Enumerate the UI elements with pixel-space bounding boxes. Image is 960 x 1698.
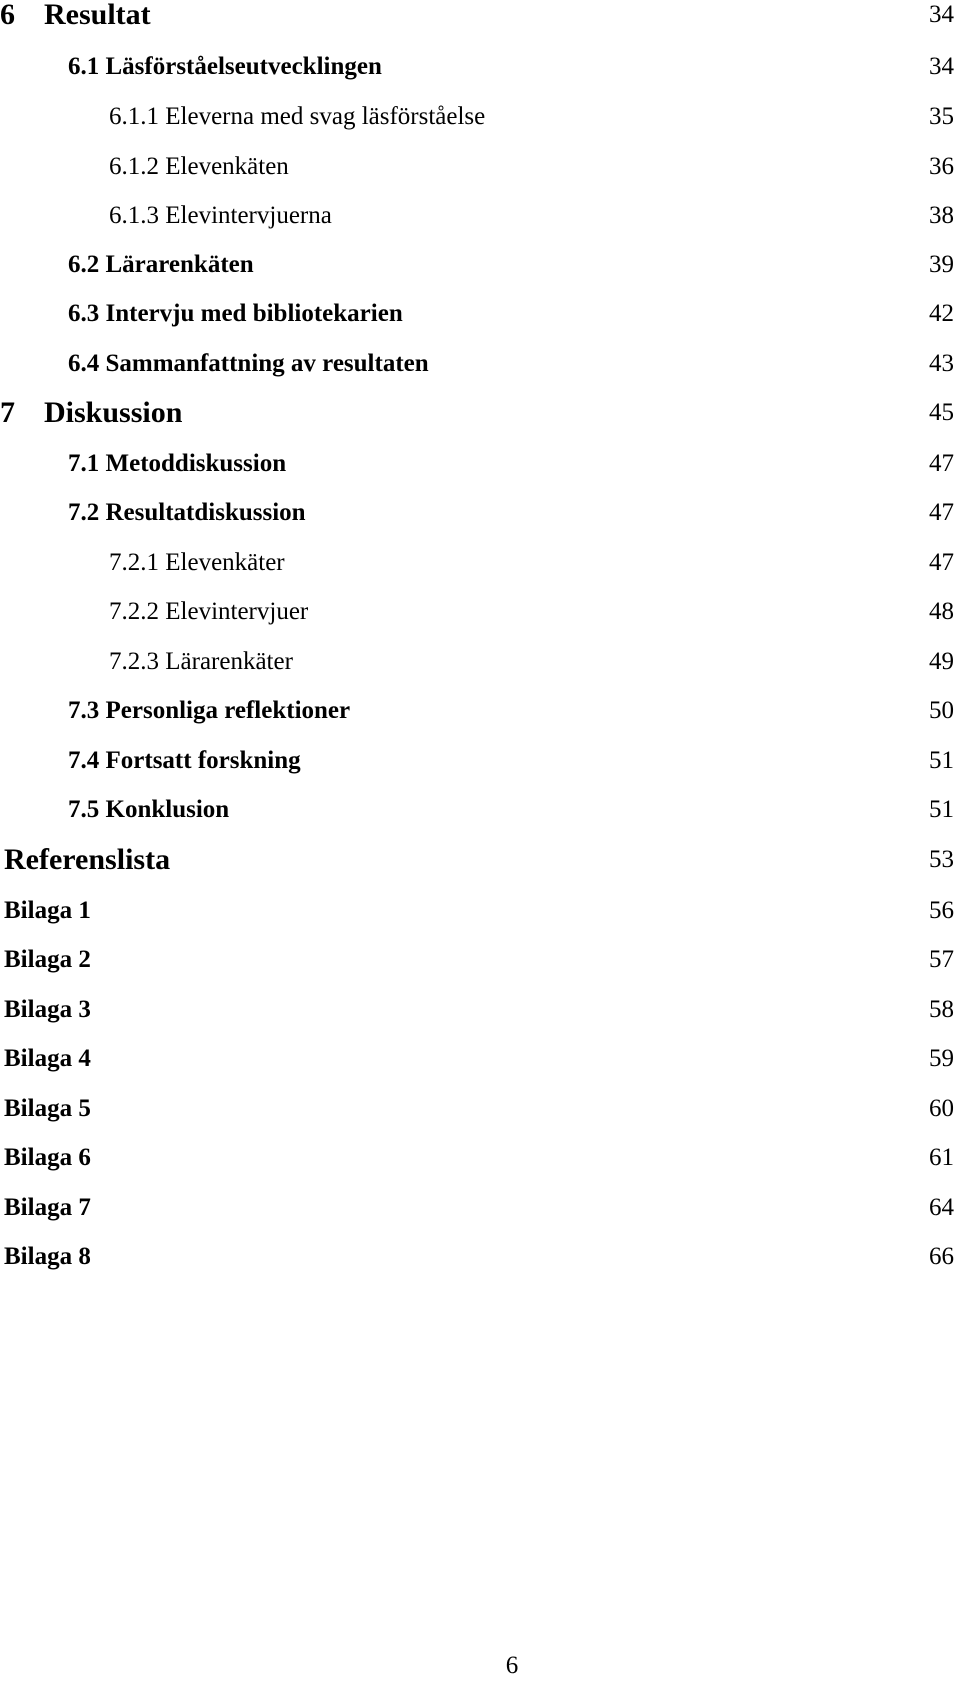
toc-entry-number: 6.1.1 bbox=[109, 103, 159, 130]
toc-entry-label bbox=[68, 741, 301, 781]
toc-entry-title: Metoddiskussion bbox=[105, 450, 287, 477]
toc-entry-label bbox=[68, 790, 229, 830]
toc-entry-label bbox=[68, 444, 286, 484]
toc-entry-page: 48 bbox=[929, 598, 954, 625]
toc-entry-title: Elevenkäter bbox=[165, 549, 285, 576]
toc-entry-appendix-3[interactable] bbox=[0, 990, 960, 1030]
toc-entry-appendix-1[interactable] bbox=[0, 891, 960, 931]
toc-entry-number: 7.3 bbox=[68, 697, 100, 724]
page-number: 6 bbox=[505, 1652, 519, 1679]
toc-entry-title: Elevenkäten bbox=[165, 153, 289, 180]
toc-entry-label bbox=[4, 1039, 91, 1079]
toc-entry-title: Bilaga 5 bbox=[4, 1095, 91, 1122]
toc-entry-section-6-2[interactable] bbox=[0, 245, 960, 285]
toc-entry-appendix-4[interactable] bbox=[0, 1039, 960, 1079]
toc-entry-number: 7.1 bbox=[68, 450, 100, 477]
toc-entry-page: 42 bbox=[929, 300, 954, 327]
toc-entry-title: Elevintervjuer bbox=[165, 598, 309, 625]
toc-entry-section-6-3[interactable] bbox=[0, 294, 960, 334]
toc-entry-appendix-5[interactable] bbox=[0, 1089, 960, 1129]
toc-entry-page: 43 bbox=[929, 350, 954, 377]
toc-entry-title: Referenslista bbox=[4, 843, 171, 876]
toc-entry-label bbox=[109, 147, 289, 187]
toc-entry-label bbox=[4, 840, 170, 880]
toc-entry-page: 50 bbox=[929, 697, 954, 724]
toc-entry-number: 6 bbox=[0, 0, 15, 31]
toc-entry-label bbox=[68, 344, 429, 384]
toc-entry-number: 7.2.3 bbox=[109, 648, 159, 675]
toc-entry-section-7-4[interactable] bbox=[0, 741, 960, 781]
toc-entry-page: 53 bbox=[929, 846, 954, 873]
toc-entry-title: Bilaga 8 bbox=[4, 1243, 91, 1270]
toc-entry-title: Bilaga 7 bbox=[4, 1194, 91, 1221]
toc-entry-title: Lärarenkäter bbox=[165, 648, 293, 675]
toc-entry-label bbox=[4, 1237, 91, 1277]
toc-entry-title: Läsförståelseutvecklingen bbox=[105, 53, 382, 80]
toc-entry-number: 7.2 bbox=[68, 499, 100, 526]
toc-entry-label bbox=[0, 393, 182, 433]
toc-entry-title: Bilaga 3 bbox=[4, 996, 91, 1023]
toc-entry-section-7-1[interactable] bbox=[0, 444, 960, 484]
toc-entry-page: 61 bbox=[929, 1144, 954, 1171]
toc-entry-title: Konklusion bbox=[105, 796, 230, 823]
toc-entry-title: Fortsatt forskning bbox=[105, 747, 301, 774]
toc-entry-title: Intervju med bibliotekarien bbox=[105, 300, 403, 327]
toc-entry-label bbox=[109, 642, 293, 682]
toc-entry-section-6-1[interactable] bbox=[0, 47, 960, 87]
toc-entry-appendix-6[interactable] bbox=[0, 1138, 960, 1178]
toc-entry-page: 47 bbox=[929, 499, 954, 526]
toc-entry-page: 51 bbox=[929, 796, 954, 823]
toc-entry-label bbox=[4, 1138, 91, 1178]
toc-entry-appendix-7[interactable] bbox=[0, 1188, 960, 1228]
toc-entry-section-7-5[interactable] bbox=[0, 790, 960, 830]
toc-entry-number: 7.5 bbox=[68, 796, 100, 823]
toc-entry-page: 34 bbox=[929, 53, 954, 80]
toc-entry-subsection-7-2-1[interactable] bbox=[0, 543, 960, 583]
toc-entry-label bbox=[4, 1089, 91, 1129]
toc-entry-number: 6.2 bbox=[68, 251, 100, 278]
toc-entry-label bbox=[68, 47, 382, 87]
toc-entry-page: 59 bbox=[929, 1045, 954, 1072]
toc-entry-number: 7 bbox=[0, 396, 15, 429]
toc-entry-page: 60 bbox=[929, 1095, 954, 1122]
toc-entry-label bbox=[109, 592, 308, 632]
toc-entry-subsection-6-1-2[interactable] bbox=[0, 147, 960, 187]
toc-entry-page: 57 bbox=[929, 946, 954, 973]
toc-entry-label bbox=[109, 97, 485, 137]
toc-entry-appendix-8[interactable] bbox=[0, 1237, 960, 1277]
toc-entry-label bbox=[68, 493, 306, 533]
toc-entry-page: 64 bbox=[929, 1194, 954, 1221]
toc-entry-section-6-4[interactable] bbox=[0, 344, 960, 384]
toc-entry-page: 35 bbox=[929, 103, 954, 130]
toc-entry-page: 56 bbox=[929, 897, 954, 924]
toc-entry-number: 7.4 bbox=[68, 747, 100, 774]
toc-entry-label bbox=[4, 990, 91, 1030]
toc-entry-label bbox=[68, 294, 403, 334]
toc-entry-page: 66 bbox=[929, 1243, 954, 1270]
toc-entry-title: Elevintervjuerna bbox=[165, 202, 332, 229]
toc-entry-chapter-6[interactable] bbox=[0, 0, 960, 35]
toc-entry-title: Resultat bbox=[44, 0, 151, 31]
toc-entry-label bbox=[68, 691, 350, 731]
toc-entry-title: Eleverna med svag läsförståelse bbox=[165, 103, 486, 130]
toc-entry-page: 45 bbox=[929, 399, 954, 426]
toc-entry-number: 6.4 bbox=[68, 350, 100, 377]
toc-entry-section-7-2[interactable] bbox=[0, 493, 960, 533]
toc-entry-subsection-7-2-2[interactable] bbox=[0, 592, 960, 632]
toc-entry-section-7-3[interactable] bbox=[0, 691, 960, 731]
toc-entry-title: Lärarenkäten bbox=[105, 251, 254, 278]
toc-entry-page: 38 bbox=[929, 202, 954, 229]
toc-entry-number: 6.1 bbox=[68, 53, 100, 80]
toc-entry-page: 39 bbox=[929, 251, 954, 278]
toc-entry-title: Sammanfattning av resultaten bbox=[105, 350, 429, 377]
toc-entry-number: 7.2.2 bbox=[109, 598, 159, 625]
toc-entry-page: 34 bbox=[929, 1, 954, 28]
toc-entry-subsection-6-1-1[interactable] bbox=[0, 97, 960, 137]
toc-entry-number: 6.3 bbox=[68, 300, 100, 327]
toc-entry-label bbox=[109, 196, 332, 236]
toc-entry-title: Bilaga 1 bbox=[4, 897, 91, 924]
toc-entry-subsection-7-2-3[interactable] bbox=[0, 642, 960, 682]
toc-entry-appendix-2[interactable] bbox=[0, 940, 960, 980]
toc-entry-page: 47 bbox=[929, 450, 954, 477]
toc-entry-title: Bilaga 4 bbox=[4, 1045, 91, 1072]
toc-entry-page: 36 bbox=[929, 153, 954, 180]
toc-entry-chapter-7[interactable] bbox=[0, 393, 960, 433]
toc-entry-title: Bilaga 2 bbox=[4, 946, 91, 973]
toc-entry-title: Bilaga 6 bbox=[4, 1144, 91, 1171]
toc-entry-page: 58 bbox=[929, 996, 954, 1023]
toc-entry-label bbox=[4, 1188, 91, 1228]
toc-entry-subsection-6-1-3[interactable] bbox=[0, 196, 960, 236]
toc-entry-page: 51 bbox=[929, 747, 954, 774]
toc-entry-number: 6.1.2 bbox=[109, 153, 159, 180]
toc-entry-title: Diskussion bbox=[44, 396, 183, 429]
toc-entry-page: 49 bbox=[929, 648, 954, 675]
toc-entry-page: 47 bbox=[929, 549, 954, 576]
toc-entry-label bbox=[4, 940, 91, 980]
toc-entry-label bbox=[109, 543, 285, 583]
toc-entry-number: 7.2.1 bbox=[109, 549, 159, 576]
toc-entry-label bbox=[68, 245, 254, 285]
toc-entry-title: Resultatdiskussion bbox=[105, 499, 306, 526]
toc-entry-label bbox=[4, 891, 91, 931]
toc-entry-number: 6.1.3 bbox=[109, 202, 159, 229]
toc-entry-label bbox=[0, 0, 151, 35]
toc-entry-references[interactable] bbox=[0, 840, 960, 880]
toc-entry-title: Personliga reflektioner bbox=[105, 697, 351, 724]
